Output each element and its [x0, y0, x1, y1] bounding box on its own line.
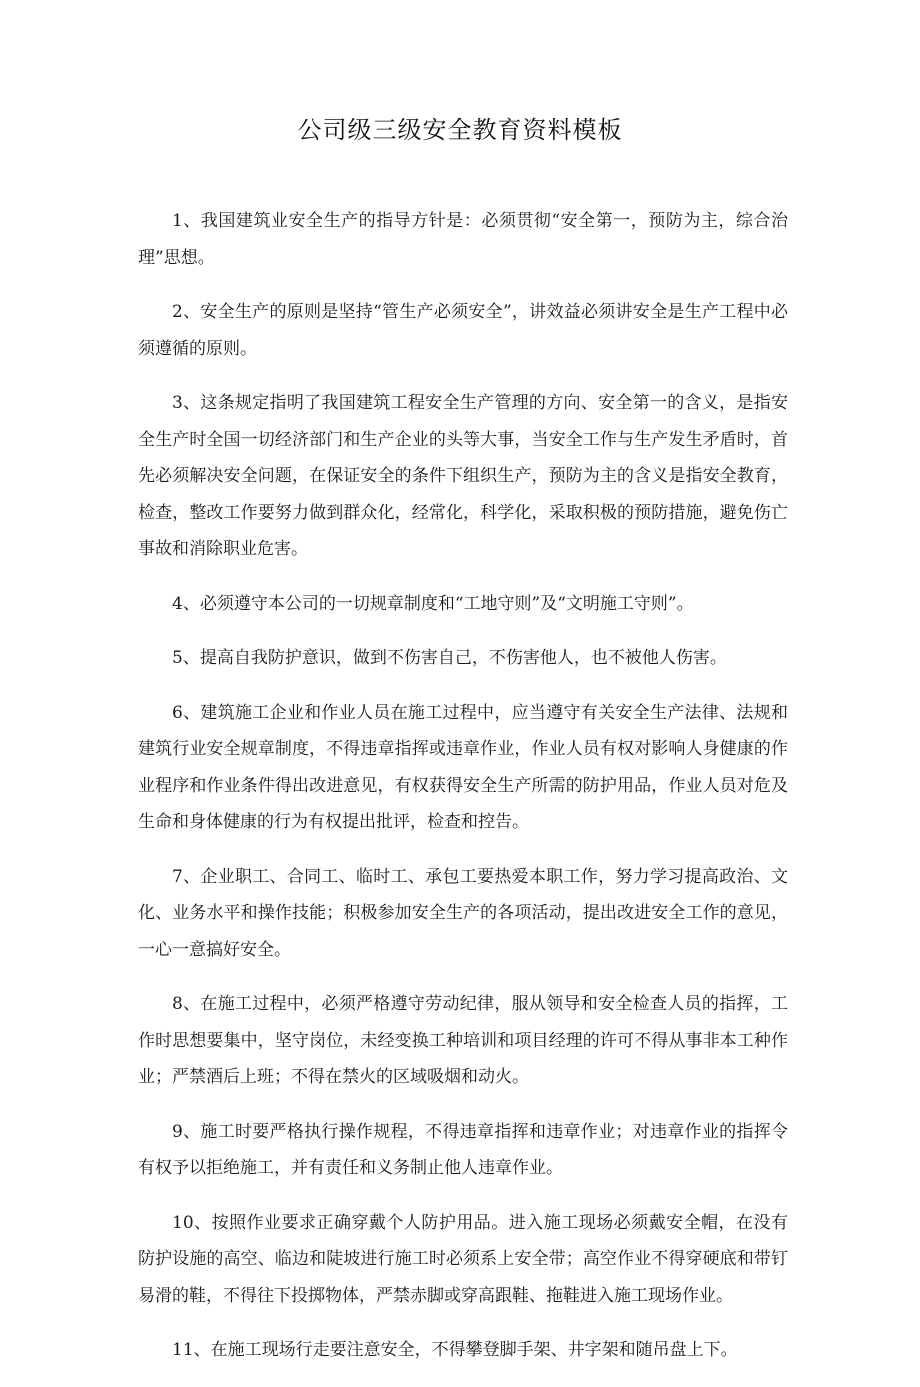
paragraph-1: 1、我国建筑业安全生产的指导方针是：必须贯彻“安全第一，预防为主，综合治理”思想。	[138, 211, 788, 268]
document-title: 公司级三级安全教育资料模板	[297, 116, 623, 144]
paragraph-9: 9、施工时要严格执行操作规程，不得违章指挥和违章作业；对违章作业的指挥令有权予以拒绝施工，并有责任和义务制止他人违章作业。	[138, 1121, 788, 1178]
paragraph-11: 11、在施工现场行走要注意安全，不得攀登脚手架、井字架和随吊盘上下。	[172, 1340, 738, 1360]
paragraph-5: 5、提高自我防护意识，做到不伤害自己，不伤害他人，也不被他人伤害。	[172, 648, 727, 668]
paragraph-6: 6、建筑施工企业和作业人员在施工过程中，应当遵守有关安全生产法律、法规和建筑行业安全规章制度，不得违章指挥或违章作业，作业人员有权对影响人身健康的作业程序和作业条件得出改进意见，有权获得安全生产所需的防护用品，作业人员对危及生命和身体健康的行为有权提出批评，检查和控告。	[138, 702, 788, 832]
paragraph-3: 3、这条规定指明了我国建筑工程安全生产管理的方向、安全第一的含义，是指安全生产时全国一切经济部门和生产企业的头等大事，当安全工作与生产发生矛盾时，首先必须解决安全问题，在保证安全的条件下组织生产，预防为主的含义是指安全教育，检查，整改工作要努力做到群众化，经常化，科学化，采取积极的预防措施，避免伤亡事故和消除职业危害。	[138, 393, 788, 559]
document-body	[138, 203, 788, 1387]
paragraph-10: 10、按照作业要求正确穿戴个人防护用品。进入施工现场必须戴安全帽，在没有防护设施的高空、临边和陡坡进行施工时必须系上安全带；高空作业不得穿硬底和带钉易滑的鞋，不得往下投掷物体，严禁赤脚或穿高跟鞋、拖鞋进入施工现场作业。	[138, 1212, 788, 1306]
paragraph-7: 7、企业职工、合同工、临时工、承包工要热爱本职工作，努力学习提高政治、文化、业务水平和操作技能；积极参加安全生产的各项活动，提出改进安全工作的意见，一心一意搞好安全。	[138, 866, 788, 960]
paragraph-2: 2、安全生产的原则是坚持“管生产必须安全”，讲效益必须讲安全是生产工程中必须遵循的原则。	[138, 302, 788, 359]
paragraph-8: 8、在施工过程中，必须严格遵守劳动纪律，服从领导和安全检查人员的指挥，工作时思想要集中，坚守岗位，未经变换工种培训和项目经理的许可不得从事非本工种作业；严禁酒后上班；不得在禁火的区域吸烟和动火。	[138, 994, 788, 1087]
paragraph-4: 4、必须遵守本公司的一切规章制度和“工地守则”及“文明施工守则”。	[172, 593, 694, 614]
